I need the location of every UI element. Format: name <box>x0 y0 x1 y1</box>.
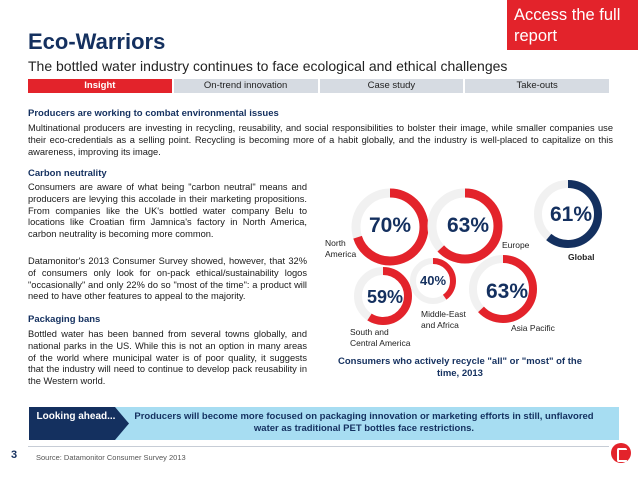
carbon-text: Consumers are aware of what being "carbon neutral" means and producers are levying this accolade in their marketing propositions. From companies like the UK's bottled water company Belu to locations like Croatian firm Jamnica's factory in North America, carbon neutrality is becoming more common. <box>28 182 307 240</box>
access-label-line1: Access the full <box>514 6 621 24</box>
pct-label-north-america: 70% <box>369 214 412 237</box>
tab-on-trend-innovation[interactable]: On-trend innovation <box>174 79 318 93</box>
region-label-south-central-america <box>350 327 410 348</box>
region-north-america-line2: America <box>325 248 357 259</box>
region-mea-line2: and Africa <box>421 319 459 330</box>
region-label-europe: Europe <box>502 240 530 250</box>
chart-caption: Consumers who actively recycle "all" or "most" of the time, 2013 <box>338 356 582 379</box>
packaging-heading: Packaging bans <box>28 314 101 325</box>
carbon-heading: Carbon neutrality <box>28 168 107 179</box>
page-number: 3 <box>11 449 18 461</box>
producers-heading: Producers are working to combat environmental issues <box>28 108 279 119</box>
region-north-america-line1: North <box>325 238 346 248</box>
footer-divider <box>28 446 609 447</box>
tab-take-outs[interactable]: Take-outs <box>465 79 609 93</box>
access-label-line2: report <box>514 27 558 45</box>
page-title: Eco-Warriors <box>28 29 166 54</box>
region-label-asia-pacific: Asia Pacific <box>511 323 555 333</box>
pct-label-middle-east-africa: 40% <box>420 273 447 288</box>
pct-label-south-central-america: 59% <box>367 287 404 307</box>
pct-label-asia-pacific: 63% <box>486 280 529 303</box>
page-subtitle: The bottled water industry continues to face ecological and ethical challenges <box>28 58 508 74</box>
survey-text: Datamonitor's 2013 Consumer Survey showed, however, that 32% of consumers only look for on-pack ethical/sustainability logos "occasionally" and only 22% do so "most of the time": a product will need to have other features to appeal to the majority. <box>28 256 307 302</box>
region-sca-line2: Central America <box>350 337 411 348</box>
packaging-text: Bottled water has been banned from several towns globally, and national parks in the US. While this is not an option in many areas of the world where municipal water is of poor quality, it suggests that the industry will need to continue to develop pack reusability in the Western world. <box>28 329 307 387</box>
pct-label-europe: 63% <box>447 214 490 237</box>
producers-text: Multinational producers are investing in recycling, reusability, and social responsibilities to bolster their image, while smaller companies use their eco-credentials as a selling point. Recycling is becoming more of a habit globally, and the industry is well-placed to capitalize on this awareness, improving its image. <box>28 123 613 157</box>
looking-ahead-text: Producers will become more focused on packaging innovation or marketing efforts in still, unflavored water as traditional PET bottles face restrictions. <box>134 411 594 434</box>
region-label-global: Global <box>568 252 595 262</box>
region-label-north-america <box>325 238 356 259</box>
region-sca-line1: South and <box>350 327 389 337</box>
source-note: Source: Datamonitor Consumer Survey 2013 <box>36 453 186 462</box>
tab-insight[interactable]: Insight <box>28 79 172 93</box>
tab-case-study[interactable]: Case study <box>320 79 464 93</box>
region-mea-line1: Middle-East <box>421 309 466 319</box>
looking-ahead-label: Looking ahead... <box>36 411 116 422</box>
datamonitor-logo-icon <box>611 443 631 463</box>
pct-label-global: 61% <box>550 203 593 226</box>
region-label-middle-east-africa <box>421 309 466 330</box>
